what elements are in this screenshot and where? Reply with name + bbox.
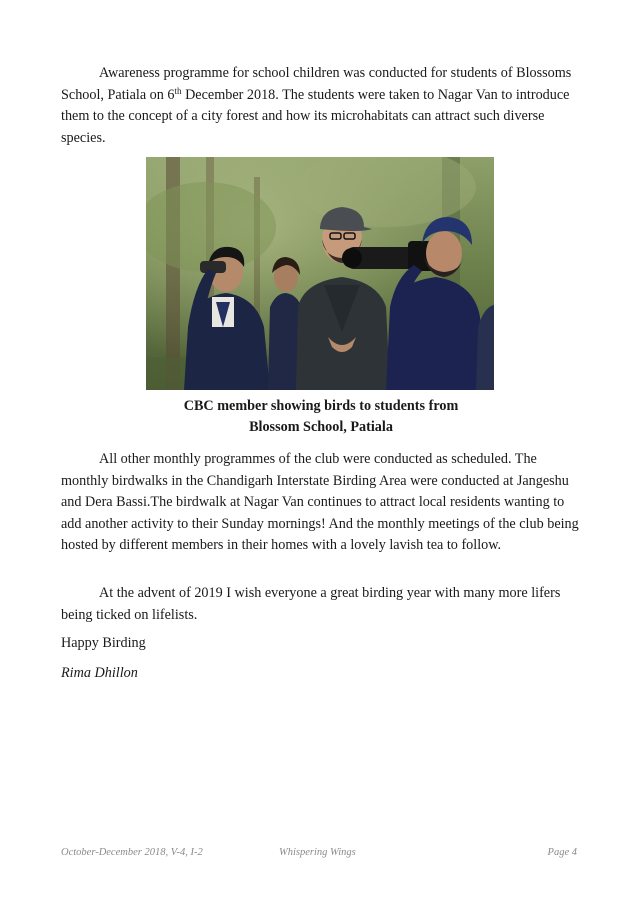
new-year-wishes-paragraph: At the advent of 2019 I wish everyone a great birding year with many more lifers being ticked on lifelists. (61, 585, 561, 623)
footer-publication-title: Whispering Wings (279, 847, 356, 858)
monthly-programmes-paragraph: All other monthly programmes of the club were conducted as scheduled. The monthly birdwalks in the Chandigarh Interstate Birding Area were conducted at Jangeshu and Dera Bassi.The birdwalk at Nagar Van continues to attract local residents wanting to add another activity to their Sunday mornings! And the monthly meetings of the club being hosted by different members in their homes with a lovely lavish tea to follow. (61, 451, 579, 553)
caption-line-1: CBC member showing birds to students from (183, 398, 459, 414)
author-signature: Rima Dhillon (61, 665, 138, 681)
birdwatching-photo (146, 157, 494, 390)
footer-issue-info: October-December 2018, V-4, I-2 (61, 847, 203, 858)
date-ordinal-suffix: th (174, 85, 182, 96)
intro-text-start: Awareness programme for school children was conducted for students of Blossoms School, Patiala on 6 (61, 65, 572, 103)
closing-greeting: Happy Birding (61, 635, 146, 651)
footer-page-number: Page 4 (547, 847, 577, 858)
intro-paragraph (61, 63, 581, 149)
page-footer (61, 847, 577, 863)
intro-text-end: December 2018. The students were taken to Nagar Van to introduce them to the concept of a city forest and how its microhabitats can attract such diverse species. (61, 86, 570, 146)
photo-caption (61, 396, 581, 438)
caption-line-2: Blossom School, Patiala (249, 419, 393, 435)
